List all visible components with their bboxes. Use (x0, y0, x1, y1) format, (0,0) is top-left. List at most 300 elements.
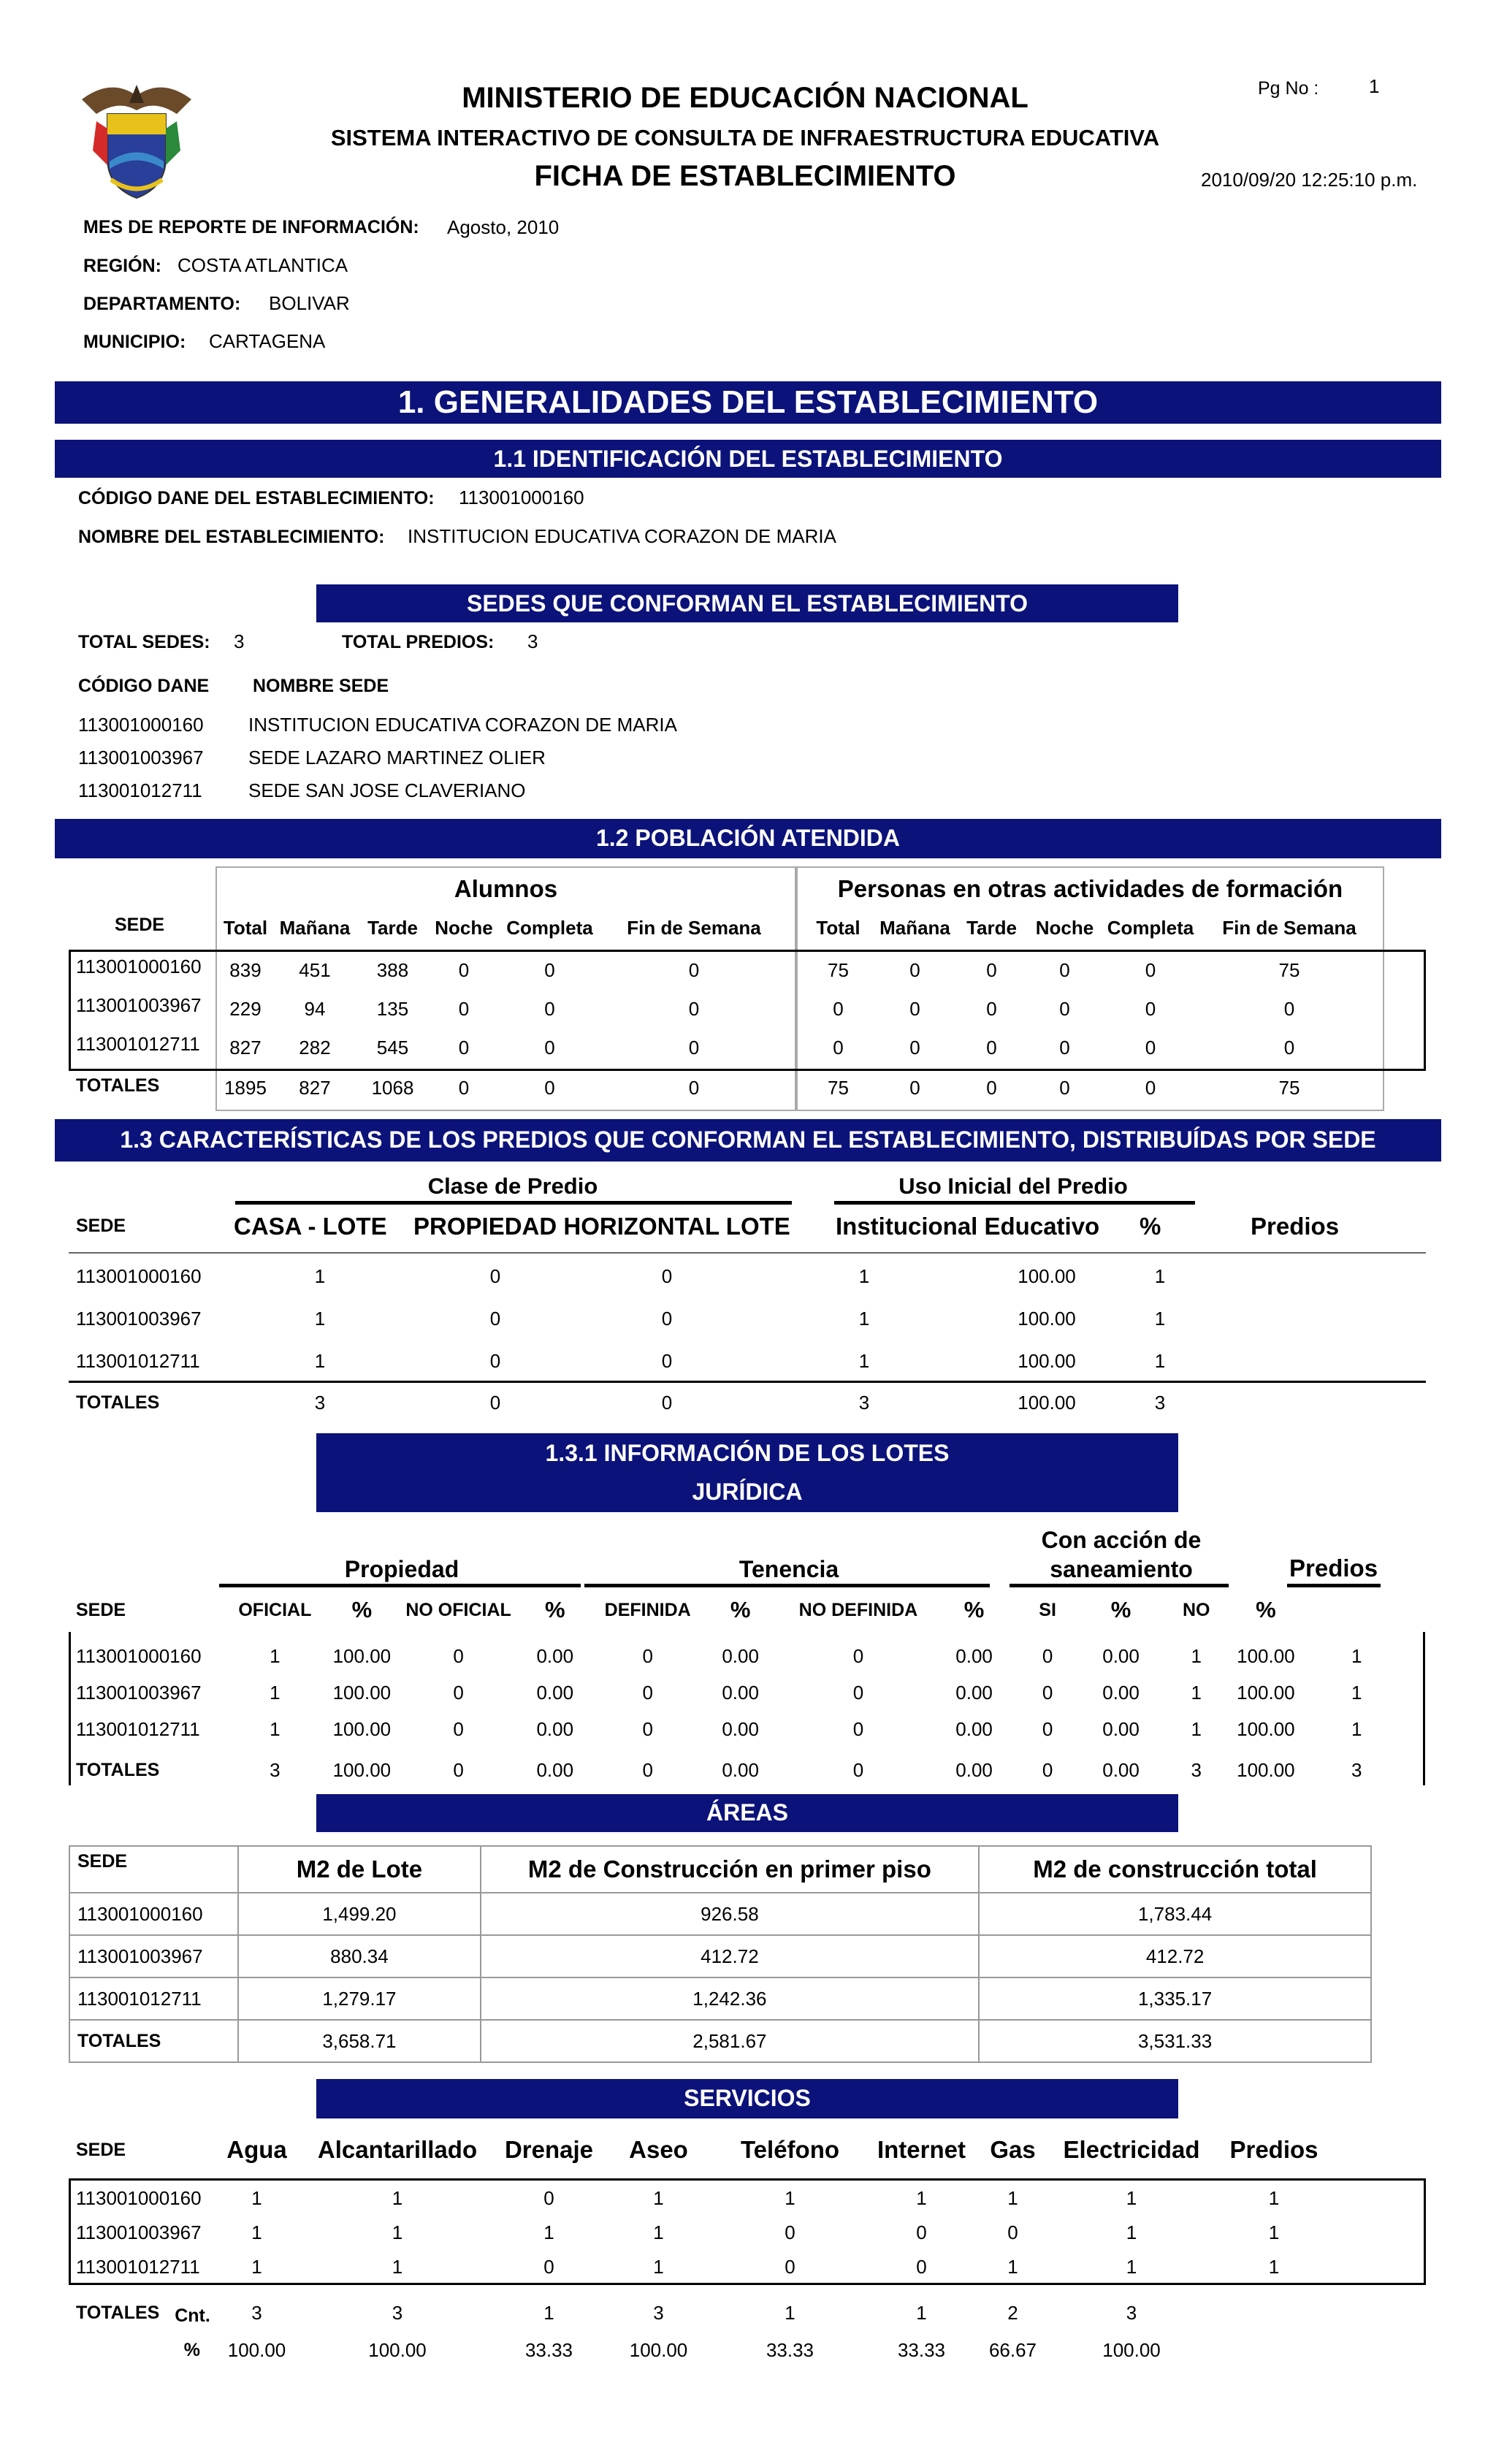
col-m2-primer-piso: M2 de Construcción en primer piso (481, 1846, 980, 1893)
cell: 3,531.33 (979, 2020, 1371, 2062)
sedes-title: SEDES QUE CONFORMAN EL ESTABLECIMIENTO (316, 584, 1178, 622)
otras-table (804, 913, 1381, 1108)
poblacion-sede-cell: 113001003967 (76, 994, 202, 1016)
table-row (804, 1029, 1381, 1067)
cell: 3 (858, 1391, 870, 1414)
col-noche: Noche (1035, 916, 1094, 939)
cell: 1 (392, 2256, 403, 2278)
cell: 1 (1268, 2187, 1280, 2209)
cell: 66.67 (988, 2338, 1037, 2361)
cell: 0 (489, 1307, 501, 1330)
cell: 100.00 (1237, 1717, 1295, 1740)
mes-label: MES DE REPORTE DE INFORMACIÓN: (83, 217, 419, 237)
cell: 1 (1191, 1717, 1202, 1740)
cell: 926.58 (481, 1893, 980, 1935)
cell: 1 (653, 2256, 664, 2278)
cell: 0 (986, 998, 997, 1020)
jur-predios-header: Predios (1289, 1555, 1378, 1582)
col-pct: % (963, 1597, 985, 1622)
table-row (804, 990, 1381, 1029)
clase-underline (235, 1201, 792, 1205)
cell: 0 (986, 1076, 997, 1099)
cell: 0 (1042, 1644, 1053, 1667)
cell: 0 (785, 2256, 795, 2278)
sede-row-nombre: SEDE SAN JOSE CLAVERIANO (248, 779, 526, 801)
cell: 412.72 (979, 1935, 1371, 1977)
cell: 0 (642, 1758, 653, 1781)
sede-row-codigo: 113001000160 (78, 714, 204, 736)
cell: 3 (653, 2301, 664, 2324)
system-subtitle: SISTEMA INTERACTIVO DE CONSULTA DE INFRAESTRUCTURA EDUCATIVA (330, 125, 1160, 150)
poblacion-sede-cell: 113001012711 (76, 1033, 200, 1055)
cell: 0 (909, 959, 920, 981)
cell: 1 (653, 2221, 664, 2243)
cell: TOTALES (76, 1392, 160, 1413)
cell: 388 (376, 959, 409, 981)
report-datetime: 2010/09/20 12:25:10 p.m. (1201, 169, 1418, 191)
cell: 1 (1351, 1681, 1362, 1704)
cell: 1 (916, 2187, 927, 2209)
cell: 0.00 (722, 1717, 759, 1740)
col-completa: Completa (506, 916, 593, 939)
cell: 282 (299, 1037, 331, 1059)
cell: 0.00 (536, 1644, 574, 1667)
ministry-title: MINISTERIO DE EDUCACIÓN NACIONAL (462, 82, 1028, 114)
cell: 0 (916, 2256, 927, 2278)
cell: 0 (661, 1307, 673, 1330)
cell: 100.00 (332, 1717, 392, 1740)
servicios-sede-header: SEDE (76, 2139, 126, 2160)
cell: 0 (785, 2221, 795, 2243)
col-noche: Noche (435, 916, 493, 939)
region-value: COSTA ATLANTICA (178, 254, 348, 276)
casa-lote-header: CASA - LOTE (234, 1213, 387, 1240)
cell: 113001000160 (76, 1644, 202, 1667)
cell: 0 (688, 1037, 700, 1059)
cell: 1 (1126, 2221, 1137, 2243)
col-tarde: Tarde (966, 916, 1017, 939)
total-predios-label: TOTAL PREDIOS: (342, 632, 495, 652)
col-no-definida: NO DEFINIDA (798, 1599, 918, 1620)
cell: 0 (661, 1265, 673, 1287)
cell: 0 (1042, 1681, 1053, 1704)
cell: 1 (270, 1717, 280, 1740)
cell: 0 (543, 2187, 554, 2209)
cell: 113001003967 (76, 1681, 202, 1704)
poblacion-sede-cell: 113001000160 (76, 956, 202, 977)
alumnos-header: Alumnos (454, 875, 558, 902)
municipio-value: CARTAGENA (209, 330, 326, 352)
cell: 100.00 (1018, 1265, 1076, 1287)
cell: 0 (1059, 998, 1070, 1020)
col-pct: % (730, 1597, 751, 1622)
cell: 3 (270, 1758, 280, 1781)
uso-underline (834, 1201, 1195, 1205)
cell: 113001000160 (76, 2187, 202, 2209)
section-1-3-title: 1.3 CARACTERÍSTICAS DE LOS PREDIOS QUE CONFORMAN EL ESTABLECIMIENTO, DISTRIBUÍDAS POR SEDE (55, 1119, 1441, 1162)
cell: 1,335.17 (979, 1977, 1371, 2020)
cell: 75 (1278, 1076, 1300, 1099)
cell: 94 (304, 998, 326, 1020)
col-definida: DEFINIDA (604, 1599, 691, 1620)
cell: 0 (986, 959, 997, 981)
sede-row-codigo: 113001003967 (78, 747, 204, 768)
cell: 100.00 (629, 2338, 688, 2361)
totales-row (76, 1382, 1424, 1423)
cell: 1 (858, 1349, 870, 1372)
cell: 100.00 (1237, 1644, 1295, 1667)
cell: 1 (1191, 1681, 1202, 1704)
cell: 0 (661, 1349, 673, 1372)
section-1-1-title: 1.1 IDENTIFICACIÓN DEL ESTABLECIMIENTO (55, 440, 1441, 478)
cell: 229 (229, 998, 262, 1020)
cell: 3 (314, 1391, 326, 1414)
depto-label: DEPARTAMENTO: (83, 294, 241, 314)
table-row (76, 1255, 1424, 1297)
con-accion-line2: saneamiento (1050, 1556, 1193, 1582)
cell: 0.00 (955, 1644, 993, 1667)
cell: 113001000160 (69, 1893, 238, 1935)
codigo-dane-label: CÓDIGO DANE DEL ESTABLECIMIENTO: (78, 488, 435, 508)
cell: 0 (1059, 1037, 1070, 1059)
juridica-title: JURÍDICA (692, 1479, 803, 1505)
cell: 0 (1145, 998, 1156, 1020)
cell: 0 (544, 1037, 555, 1059)
cell: 0.00 (1102, 1758, 1140, 1781)
cell: 75 (828, 1076, 849, 1099)
areas-sede-header: SEDE (69, 1846, 238, 1893)
prop-horizontal-header: PROPIEDAD HORIZONTAL LOTE (413, 1213, 790, 1240)
cell: 0 (661, 1391, 673, 1414)
col-internet: Internet (877, 2136, 966, 2163)
cell: 0 (688, 1076, 700, 1099)
sede-row-nombre: INSTITUCION EDUCATIVA CORAZON DE MARIA (248, 714, 677, 736)
table-row (219, 1029, 789, 1067)
cell: 3 (392, 2301, 403, 2324)
table-row (69, 1935, 1371, 1977)
cell: 0 (1283, 998, 1295, 1020)
cell: 0 (1145, 1037, 1156, 1059)
cell: 1,242.36 (481, 1977, 980, 2020)
col-predios: Predios (1229, 2136, 1318, 2163)
col-pct: % (1110, 1597, 1131, 1622)
col-total: Total (816, 916, 860, 939)
cell: 2 (1007, 2301, 1018, 2324)
cell: 0 (543, 2256, 554, 2278)
cell: 0.00 (1102, 1681, 1140, 1704)
table-row (804, 951, 1381, 990)
cell: 0 (544, 1076, 555, 1099)
table-row (219, 990, 789, 1029)
servicios-title: SERVICIOS (316, 2079, 1178, 2118)
cell: 1 (1126, 2256, 1137, 2278)
cell: 100.00 (332, 1644, 392, 1667)
uso-inicial-header: Uso Inicial del Predio (898, 1173, 1128, 1199)
cell: 3 (1191, 1758, 1202, 1781)
predios-header: Predios (1251, 1213, 1340, 1240)
cell: 3 (1154, 1391, 1166, 1414)
poblacion-sede-header: SEDE (115, 915, 165, 935)
cell: 0 (833, 998, 844, 1020)
section-1-2-title: 1.2 POBLACIÓN ATENDIDA (55, 819, 1441, 858)
totales-row (69, 2020, 1371, 2062)
page-label: Pg No : (1258, 78, 1319, 99)
col-alcantarillado: Alcantarillado (317, 2136, 478, 2163)
totales-row (76, 1747, 1413, 1793)
col-no: NO (1182, 1599, 1210, 1620)
cell: 0.00 (1102, 1717, 1140, 1740)
cell: 0 (458, 1076, 470, 1099)
predios-totales-rule (69, 1381, 1426, 1383)
sede-row-codigo: 113001012711 (78, 779, 202, 801)
col-m2-lote: M2 de Lote (238, 1846, 480, 1893)
colombia-coat-of-arms-icon (67, 70, 206, 202)
cell: 0.00 (955, 1717, 993, 1740)
propiedad-underline (219, 1584, 581, 1587)
cell: 113001003967 (69, 1935, 238, 1977)
cell: 100.00 (368, 2338, 427, 2361)
cell: 113001003967 (76, 1307, 202, 1330)
cell: 33.33 (766, 2338, 814, 2361)
cell: 0.00 (536, 1758, 574, 1781)
servicios-table (76, 2126, 1420, 2370)
cell: 1 (314, 1265, 326, 1287)
cell: 0 (986, 1037, 997, 1059)
cell: 0 (489, 1349, 501, 1372)
col-completa: Completa (1107, 916, 1194, 939)
cell: 0 (1042, 1758, 1053, 1781)
col-si: SI (1039, 1599, 1056, 1620)
cell: 0.00 (722, 1758, 759, 1781)
col-fin-semana: Fin de Semana (627, 916, 761, 939)
cell: 1 (314, 1307, 326, 1330)
cnt-label: Cnt. (175, 2305, 210, 2326)
cell: 0 (453, 1758, 464, 1781)
municipio-label: MUNICIPIO: (83, 332, 186, 352)
cell: 113001012711 (69, 1977, 238, 2020)
cell: 1 (314, 1349, 326, 1372)
cell: 0 (852, 1681, 864, 1704)
col-gas: Gas (990, 2136, 1036, 2163)
con-accion-header (1008, 1525, 1234, 1584)
cell: 1 (270, 1681, 280, 1704)
col-no-oficial: NO OFICIAL (405, 1599, 511, 1620)
cell: 0 (544, 959, 555, 981)
cell: 1 (785, 2301, 795, 2324)
form-title: FICHA DE ESTABLECIMIENTO (534, 160, 956, 192)
table-row (76, 1340, 1424, 1382)
cell: 1 (916, 2301, 927, 2324)
cell: 0 (1059, 1076, 1070, 1099)
col-pct: % (351, 1597, 373, 1622)
cell: 3 (1351, 1758, 1362, 1781)
saneamiento-underline (1010, 1584, 1229, 1587)
total-sedes-label: TOTAL SEDES: (78, 632, 210, 652)
cell: 1 (543, 2301, 554, 2324)
cell: 1895 (224, 1076, 267, 1099)
nombre-est-value: INSTITUCION EDUCATIVA CORAZON DE MARIA (408, 525, 836, 547)
cell: 1 (1007, 2187, 1018, 2209)
areas-title: ÁREAS (316, 1794, 1178, 1832)
cell: 0 (1145, 1076, 1156, 1099)
col-fin-semana: Fin de Semana (1222, 916, 1356, 939)
cell: 0 (1042, 1717, 1053, 1740)
cell: 839 (229, 959, 262, 981)
cell: 0 (458, 959, 470, 981)
cell: 0.00 (536, 1681, 574, 1704)
cell: 0 (544, 998, 555, 1020)
cell: 113001012711 (76, 1717, 200, 1740)
cell: 1 (543, 2221, 554, 2243)
cell: 0 (642, 1644, 653, 1667)
cell: 1 (251, 2187, 262, 2209)
table-row (76, 1638, 1413, 1674)
col-agua: Agua (226, 2136, 287, 2163)
cnt-row (76, 2296, 1420, 2330)
codigo-dane-value: 113001000160 (459, 487, 584, 508)
table-row (76, 1674, 1413, 1711)
cell: 0 (916, 2221, 927, 2243)
cell: 0 (458, 1037, 470, 1059)
cell: 1 (1268, 2221, 1280, 2243)
cell: 1,783.44 (979, 1893, 1371, 1935)
table-row (69, 1977, 1371, 2020)
col-oficial: OFICIAL (238, 1599, 312, 1620)
cell: 545 (376, 1037, 409, 1059)
cell: 1 (392, 2221, 403, 2243)
cell: 827 (229, 1037, 262, 1059)
tenencia-underline (584, 1584, 990, 1587)
cell: 0 (909, 1037, 920, 1059)
cell: 0 (1007, 2221, 1018, 2243)
cell: 1,279.17 (238, 1977, 480, 2020)
cell: 0 (909, 998, 920, 1020)
cell: 100.00 (1102, 2338, 1161, 2361)
nombre-est-label: NOMBRE DEL ESTABLECIMIENTO: (78, 527, 385, 547)
cell: 0.00 (1102, 1644, 1140, 1667)
cell: 1,499.20 (238, 1893, 480, 1935)
cell: 0 (833, 1037, 844, 1059)
sede-row-nombre: SEDE LAZARO MARTINEZ OLIER (248, 747, 546, 768)
juridica-left-rule (69, 1632, 71, 1785)
cell: 0.00 (536, 1717, 574, 1740)
cell: 1 (785, 2187, 795, 2209)
pct-row (76, 2330, 1420, 2370)
cell: 3 (1126, 2301, 1137, 2324)
cell: 0 (458, 998, 470, 1020)
cell: 0 (852, 1717, 864, 1740)
cell: 113001003967 (76, 2221, 202, 2243)
cell: 75 (1278, 959, 1300, 981)
table-row (76, 2250, 1420, 2284)
cell: 1 (1126, 2187, 1137, 2209)
col-electricidad: Electricidad (1063, 2136, 1200, 2163)
table-row (69, 1893, 1371, 1935)
col-drenaje: Drenaje (504, 2136, 594, 2163)
alumnos-table (219, 913, 789, 1108)
cell: 113001012711 (76, 1349, 200, 1372)
cell: 100.00 (1237, 1758, 1295, 1781)
juridica-table (76, 1593, 1413, 1793)
section-1-title: 1. GENERALIDADES DEL ESTABLECIMIENTO (55, 381, 1441, 424)
col-tarde: Tarde (367, 916, 418, 939)
cell: 0.00 (955, 1758, 993, 1781)
cell: 0 (489, 1265, 501, 1287)
cell: 135 (376, 998, 409, 1020)
cell: 100.00 (1018, 1391, 1076, 1414)
cell: 75 (828, 959, 849, 981)
cell: 113001000160 (76, 1265, 202, 1287)
table-row (219, 951, 789, 990)
cell: 33.33 (524, 2338, 573, 2361)
cell: 1 (270, 1644, 280, 1667)
cell: 0 (453, 1717, 464, 1740)
cell: 1 (251, 2221, 262, 2243)
juridica-right-rule (1423, 1632, 1425, 1785)
depto-value: BOLIVAR (269, 292, 350, 314)
areas-table (69, 1845, 1372, 2063)
cell: TOTALES (76, 1759, 160, 1780)
col-aseo: Aseo (629, 2136, 688, 2163)
cell: 0 (453, 1681, 464, 1704)
cell: 1 (1191, 1644, 1202, 1667)
cell: 100.00 (1018, 1307, 1076, 1330)
col-pct: % (544, 1597, 565, 1622)
cell: 100.00 (332, 1681, 392, 1704)
col-total: Total (223, 916, 268, 939)
cell: 412.72 (481, 1935, 980, 1977)
totales-row (804, 1067, 1381, 1108)
propiedad-header: Propiedad (344, 1556, 459, 1582)
cell: 33.33 (897, 2338, 946, 2361)
cell: 0 (1059, 959, 1070, 981)
cell: 0 (1283, 1037, 1295, 1059)
poblacion-totales-label: TOTALES (76, 1075, 160, 1096)
cell: 3 (251, 2301, 262, 2324)
cell: 113001012711 (76, 2256, 200, 2278)
col-codigo-dane: CÓDIGO DANE (78, 676, 210, 696)
cell: 2,581.67 (481, 2020, 980, 2062)
cell: 1 (1007, 2256, 1018, 2278)
pct-header: % (1140, 1213, 1161, 1240)
col-m2-total: M2 de construcción total (979, 1846, 1371, 1893)
cell: 1 (392, 2187, 403, 2209)
predios-header-rule (69, 1252, 1426, 1254)
clase-predio-header: Clase de Predio (427, 1173, 598, 1199)
cell: 100.00 (1237, 1681, 1295, 1704)
cell: 0 (642, 1717, 653, 1740)
lotes-title: 1.3.1 INFORMACIÓN DE LOS LOTES (545, 1440, 950, 1466)
col-pct: % (1256, 1597, 1276, 1622)
cell: 0.00 (955, 1681, 993, 1704)
cell: 827 (299, 1076, 331, 1099)
total-predios-value: 3 (527, 630, 538, 652)
cell: 1 (1154, 1349, 1166, 1372)
cell: 1 (1268, 2256, 1280, 2278)
cell: 1 (251, 2256, 262, 2278)
jur-sede-header: SEDE (76, 1599, 126, 1620)
predios-underline (1287, 1584, 1381, 1587)
con-accion-line1: Con acción de (1041, 1527, 1202, 1553)
col-manana: Mañana (279, 916, 351, 939)
cell: 1 (1351, 1644, 1362, 1667)
cell: 0 (688, 959, 700, 981)
cell: 1 (1154, 1307, 1166, 1330)
cell: 100.00 (332, 1758, 392, 1781)
cell: 0 (852, 1758, 864, 1781)
cell: 0 (688, 998, 700, 1020)
totales-row (219, 1067, 789, 1108)
